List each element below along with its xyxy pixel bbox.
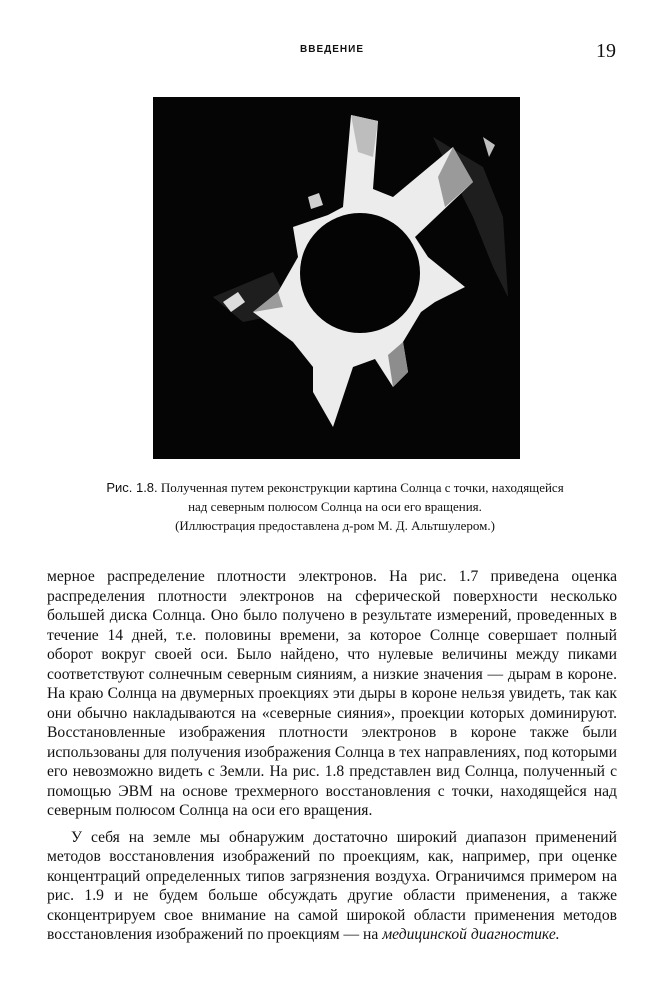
paragraph-2-italic: медицинской диагностике. bbox=[382, 926, 560, 943]
solar-corona-image bbox=[153, 97, 520, 459]
caption-credit: (Иллюстрация предоставлена д-ром М. Д. Альтшулером.) bbox=[175, 518, 495, 533]
paragraph-1: мерное распределение плотности электронов. На рис. 1.7 приведена оценка распределения плотности электронов на сферической поверхности несколько большей диска Солнца. Оно было получено в результате измерений, проведенных в течение 14 дней, т.е. половины времени, за которое Солнце совершает полный оборот вокруг своей оси. Было найдено, что нулевые величины между пиками соответствуют солнечным северным сияниям, а низкие значения — дырам в короне. На краю Солнца на двумерных проекциях эти дыры в короне нельзя увидеть, так как они обычно накладываются на «северные сияния», проекции которых доминируют. Восстановленные изображения плотности электронов в короне также были использованы для получения изображения Солнца в тех направлениях, под которыми его невозможно видеть с Земли. На рис. 1.8 представлен вид Солнца, полученный с помощью ЭВМ на основе трехмерного восстановления с точки, находящейся над северным полюсом Солнца на оси его вращения. bbox=[47, 568, 617, 819]
caption-text-1: Полученная путем реконструкции картина Солнца с точки, находящейся bbox=[160, 480, 564, 495]
section-title: ВВЕДЕНИЕ bbox=[300, 44, 364, 55]
page-number: 19 bbox=[596, 40, 616, 62]
caption-line-2: над северным полюсом Солнца на оси его вращения. bbox=[188, 499, 482, 514]
figure-caption bbox=[40, 478, 630, 535]
caption-label: Рис. 1.8. bbox=[106, 480, 158, 495]
paragraph-2-text: У себя на земле мы обнаружим достаточно широкий диапазон применений методов восстановления изображений по проекциям, как, например, при оценке концентраций определенных типов загрязнения воздуха. Ограничимся примером на рис. 1.9 и не будем больше обсуждать другие области применения, а также сконцентрируем свое внимание на самой широкой области применения методов восстановления изображений по проекциям — на bbox=[47, 828, 617, 943]
paragraph-2 bbox=[47, 828, 617, 945]
page-header bbox=[0, 40, 667, 64]
caption-line-1 bbox=[40, 478, 630, 497]
solar-corona-figure bbox=[153, 97, 520, 459]
body-text bbox=[47, 567, 617, 945]
